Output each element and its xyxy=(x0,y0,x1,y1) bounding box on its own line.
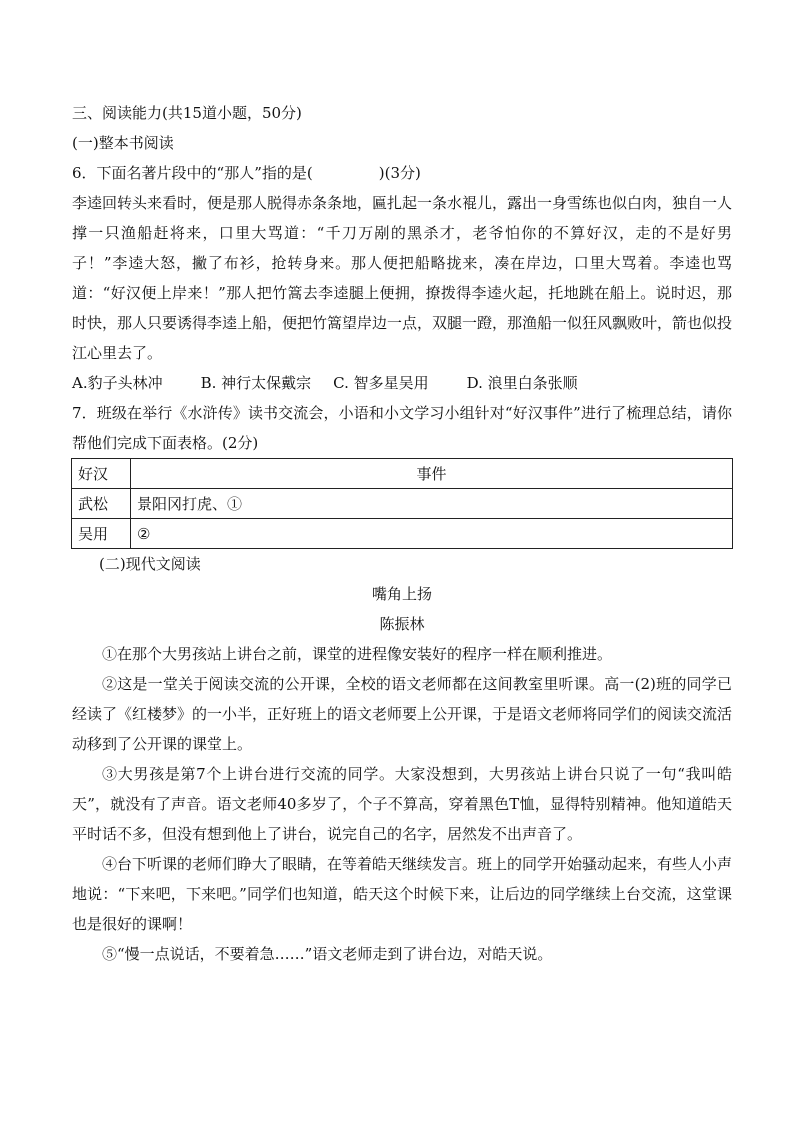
table-header-hero: 好汉 xyxy=(72,459,131,489)
question-6-stem xyxy=(72,158,732,188)
part1-title: (一)整本书阅读 xyxy=(72,134,174,152)
article-paragraph-1: ①在那个大男孩站上讲台之前，课堂的进程像安装好的程序一样在顺利推进。 xyxy=(102,645,613,663)
article-paragraph-4: ④台下听课的老师们睁大了眼睛，在等着皓天继续发言。班上的同学开始骚动起来，有些人小声地说：“下来吧，下来吧。”同学们也知道，皓天这个时候下来，让后边的同学继续上台交流，这堂课也是很好的课啊！ xyxy=(72,855,733,933)
option-c: C. 智多星吴用 xyxy=(333,374,429,392)
table-header-event: 事件 xyxy=(131,459,733,489)
table-cell-event: 景阳冈打虎、① xyxy=(131,489,733,519)
hero-events-table xyxy=(71,458,733,549)
option-a: A.豹子头林冲 xyxy=(72,374,163,392)
table-cell-hero: 吴用 xyxy=(72,519,131,549)
section-heading: 三、阅读能力(共15道小题，50分) xyxy=(72,104,302,122)
option-d: D. 浪里白条张顺 xyxy=(466,374,578,392)
article-paragraph-3: ③大男孩是第7个上讲台进行交流的同学。大家没想到，大男孩站上讲台只说了一句“我叫皓天”，就没有了声音。语文老师40多岁了，个子不算高，穿着黑色T恤，显得特别精神。他知道皓天平时话不多，但没有想到他上了讲台，说完自己的名字，居然发不出声音了。 xyxy=(72,765,732,843)
table-cell-hero: 武松 xyxy=(72,489,131,519)
option-b: B. 神行太保戴宗 xyxy=(200,374,312,392)
question-6-options xyxy=(72,368,732,398)
article-paragraph-2: ②这是一堂关于阅读交流的公开课，全校的语文老师都在这间教室里听课。高一(2)班的同学已经读了《红楼梦》的一小半，正好班上的语文老师要上公开课，于是语文老师将同学们的阅读交流活动移到了公开课的课堂上。 xyxy=(72,675,733,753)
question-6-stem-before: 6．下面名著片段中的“那人”指的是( xyxy=(72,164,313,182)
question-6-passage: 李逵回转头来看时，便是那人脱得赤条条地，匾扎起一条水裩儿，露出一身雪练也似白肉，独自一人撑一只渔船赶将来，口里大骂道：“千刀万剐的黑杀才，老爷怕你的不算好汉，走的不是好男子！”李逵大怒，撇了布衫，抢转身来。那人便把船略拢来，凑在岸边，口里大骂着。李逵也骂道：“好汉便上岸来！”那人把竹篙去李逵腿上便拥，撩拨得李逵火起，托地跳在船上。说时迟，那时快，那人只要诱得李逵上船，便把竹篙望岸边一点，双腿一蹬，那渔船一似狂风飘败叶，箭也似投江心里去了。 xyxy=(72,194,733,362)
article-title: 嘴角上扬 xyxy=(371,585,432,603)
table-row xyxy=(72,519,733,549)
table-cell-event: ② xyxy=(131,519,733,549)
article-paragraph-5: ⑤“慢一点说话，不要着急……”语文老师走到了讲台边，对皓天说。 xyxy=(102,945,553,963)
question-7-stem: 7．班级在举行《水浒传》读书交流会，小语和小文学习小组针对“好汉事件”进行了梳理总结，请你帮他们完成下面表格。(2分) xyxy=(72,404,732,452)
part2-title: (二)现代文阅读 xyxy=(99,555,201,573)
page-content xyxy=(72,98,732,969)
question-6-stem-after: )(3分) xyxy=(378,164,421,182)
table-row xyxy=(72,489,733,519)
table-header-row xyxy=(72,459,733,489)
article-author: 陈振林 xyxy=(379,615,425,633)
